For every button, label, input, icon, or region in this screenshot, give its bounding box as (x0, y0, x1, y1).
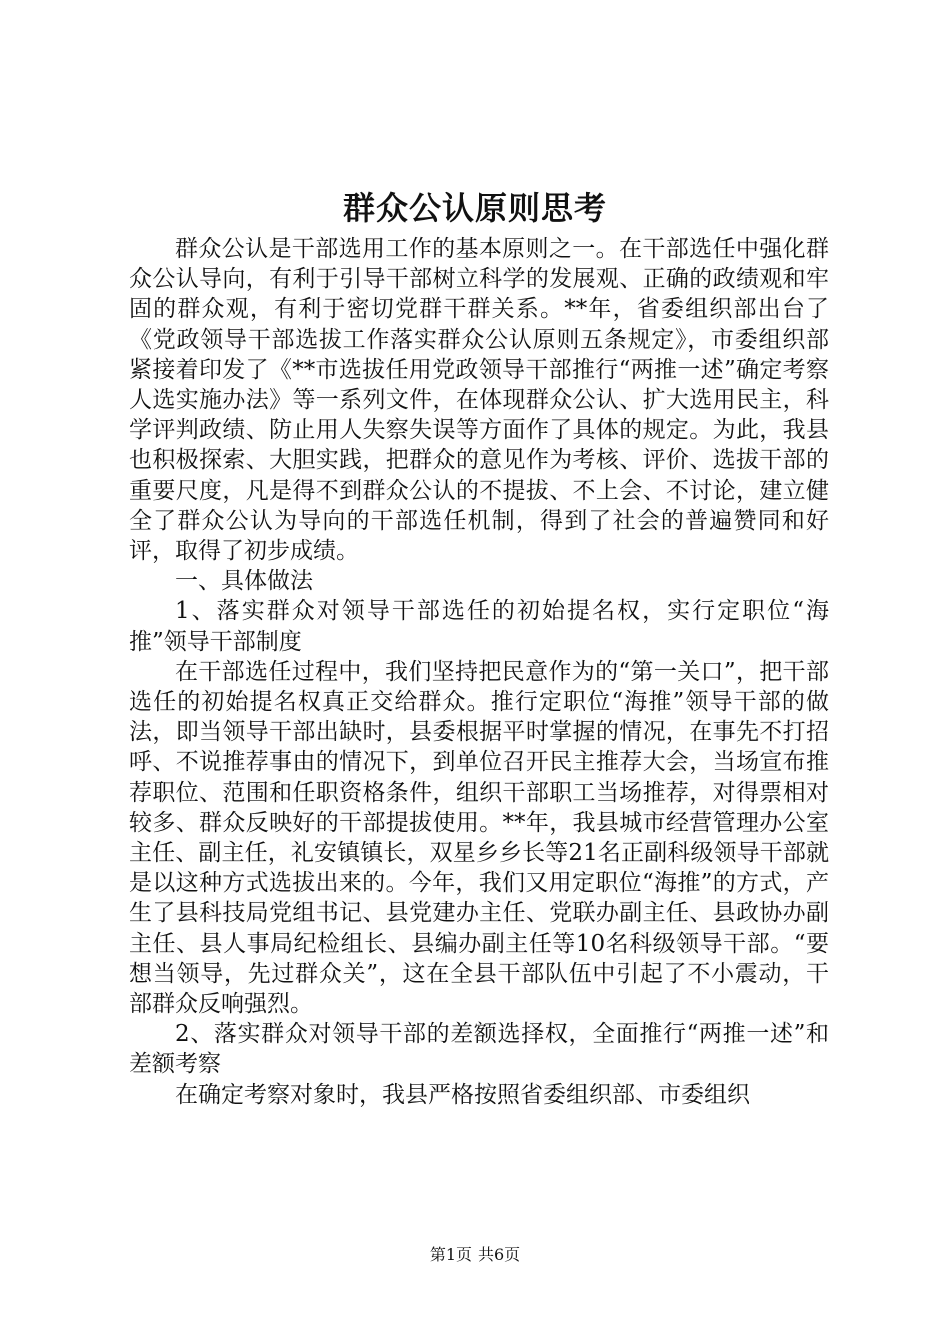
page-number: 第1页 (429, 1245, 472, 1264)
page-footer (0, 1244, 950, 1266)
page-total: 共6页 (478, 1245, 521, 1264)
paragraph-haitui: 在干部选任过程中，我们坚持把民意作为的“第一关口”，把干部选任的初始提名权真正交给群众。推行定职位“海推”领导干部的做法，即当领导干部出缺时，县委根据平时掌握的情况，在事先不打招呼、不说推荐事由的情况下，到单位召开民主推荐大会，当场宣布推荐职位、范围和任职资格条件，组织干部职工当场推荐，对得票相对较多、群众反映好的干部提拔使用。**年，我县城市经营管理办公室主任、副主任，礼安镇镇长，双星乡乡长等21名正副科级领导干部就是以这种方式选拔出来的。今年，我们又用定职位“海推”的方式，产生了县科技局党组书记、县党建办主任、党联办副主任、县政协办副主任、县人事局纪检组长、县编办副主任等10名科级领导干部。“要想当领导，先过群众关”，这在全县干部队伍中引起了不小震动，干部群众反响强烈。 (129, 658, 829, 1018)
subsection-heading-1: 1、落实群众对领导干部选任的初始提名权，实行定职位“海推”领导干部制度 (129, 598, 829, 655)
subsection-heading-2: 2、落实群众对领导干部的差额选择权，全面推行“两推一述”和差额考察 (129, 1021, 829, 1078)
document-title: 群众公认原则思考 (342, 189, 607, 227)
section-heading-practices: 一、具体做法 (175, 568, 313, 595)
paragraph-intro: 群众公认是干部选用工作的基本原则之一。在干部选任中强化群众公认导向，有利于引导干部树立科学的发展观、正确的政绩观和牢固的群众观，有利于密切党群干群关系。**年，省委组织部出台了《党政领导干部选拔工作落实群众公认原则五条规定》，市委组织部紧接着印发了《**市选拔任用党政领导干部推行“两推一述”确定考察人选实施办法》等一系列文件，在体现群众公认、扩大选用民主，科学评判政绩、防止用人失察失误等方面作了具体的规定。为此，我县也积极探索、大胆实践，把群众的意见作为考核、评价、选拔干部的重要尺度，凡是得不到群众公认的不提拔、不上会、不讨论，建立健全了群众公认为导向的干部选任机制，得到了社会的普遍赞同和好评，取得了初步成绩。 (129, 236, 829, 565)
document-body (129, 234, 829, 1110)
paragraph-investigation: 在确定考察对象时，我县严格按照省委组织部、市委组织 (175, 1081, 750, 1108)
